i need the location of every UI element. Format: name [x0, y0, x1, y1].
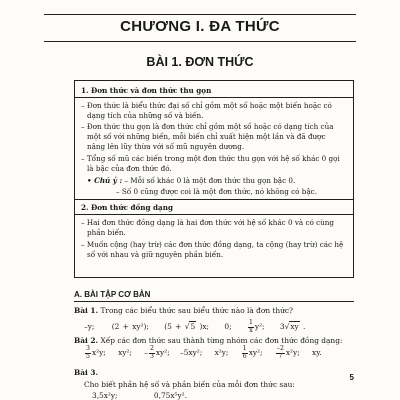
exercise-2-expressions — [84, 346, 322, 360]
ex2-item-1: $\frac{3}{5}$ x²y; — [86, 345, 106, 360]
theory-heading-2: 2. Đơn thức đồng dạng — [81, 203, 173, 212]
theory-p3-line-1: – Hai đơn thức đồng dạng là hai đơn thức với hệ số khác 0 và có cùng — [81, 218, 334, 227]
theory-p1-line-2: dạng tích của những số và biến. — [87, 111, 204, 120]
theory-p4-line-1: – Muốn cộng (hay trừ) các đơn thức đồng dạng, ta cộng (hay trừ) các hệ — [81, 240, 344, 249]
theory-p1-line-1: – Đơn thức là biểu thức đại số chỉ gồm một số hoặc một biến hoặc có — [81, 101, 332, 110]
note-line-2: – Số 0 cũng được coi là một đơn thức, nó không có bậc. — [116, 187, 317, 196]
chapter-title: CHƯƠNG I. ĐA THỨC — [120, 18, 280, 35]
theory-p1-line-5: nâng lên lũy thừa với số mũ nguyên dương. — [87, 142, 245, 151]
ex1-item-1: –y; — [84, 322, 95, 331]
theory-box — [74, 80, 354, 278]
chapter-rule-bottom — [44, 41, 356, 42]
section-a-rule — [74, 301, 354, 302]
ex2-item-8: xy. — [312, 348, 322, 357]
ex2-item-3: – $\frac{2}{3}$ xy²; — [144, 345, 170, 360]
theory-p3-line-2: phần biến. — [87, 228, 126, 237]
ex1-item-2: (2 + xy²); — [111, 322, 149, 331]
exercise-1-text: Trong các biểu thức sau biểu thức nào là đơn thức? — [100, 306, 294, 315]
ex2-item-6: $\frac{1}{6}$ xy²; — [242, 345, 263, 360]
ex3-item-1: 3,5x²y; — [92, 391, 118, 400]
theory-p4-line-2: số với nhau và giữ nguyên phần biến. — [87, 250, 224, 259]
theory-p1-line-4: một số với những biến, mỗi biến chỉ xuất hiện một lần và đã được — [87, 132, 326, 141]
theory-heading-1-rule — [75, 97, 353, 98]
theory-p2-line-1: – Tổng số mũ các biến trong một đơn thức thu gọn với hệ số khác 0 gọi — [81, 154, 340, 163]
exercise-2-label: Bài 2. — [74, 336, 99, 345]
lesson-title: BÀI 1. ĐƠN THỨC — [146, 55, 254, 69]
theory-heading-2-rule-top — [75, 199, 353, 200]
ex1-item-5: $\frac{1}{x}$ y²; — [248, 319, 265, 334]
ex1-item-6: 3√xy . — [279, 322, 306, 331]
theory-p1-line-3: – Đơn thức thu gọn là đơn thức chỉ gồm một số hoặc có dạng tích của — [81, 122, 334, 131]
ex2-item-2: xy²; — [118, 348, 132, 357]
theory-heading-1: 1. Đơn thức và đơn thức thu gọn — [81, 86, 212, 95]
ex2-item-5: x²y; — [214, 348, 229, 357]
page-number: 5 — [349, 373, 354, 382]
theory-p2-line-2: là bậc của đơn thức đó. — [87, 164, 172, 173]
ex1-item-4: 0; — [224, 322, 232, 331]
exercise-1-expressions — [84, 320, 305, 334]
exercise-2-text: Xếp các đơn thức sau thành từng nhóm các đơn thức đồng dạng: — [100, 336, 343, 345]
exercise-2-prompt — [74, 336, 342, 345]
chapter-header — [44, 14, 356, 42]
ex2-item-7: $\frac{-2}{7}$ x²y; — [276, 345, 300, 360]
chapter-rule-top — [44, 14, 356, 15]
note-label: • Chú ý : — [87, 176, 123, 185]
section-a-title: A. BÀI TẬP CƠ BẢN — [74, 290, 151, 299]
theory-heading-2-rule — [75, 214, 353, 215]
exercise-3-text: Cho biết phần hệ số và phần biến của mỗi đơn thức sau: — [84, 380, 295, 389]
ex1-item-3: (5 + √5 )x; — [164, 322, 210, 331]
exercise-1-label: Bài 1. — [74, 306, 99, 315]
exercise-3-label: Bài 3. — [74, 368, 99, 377]
ex2-item-4: –5xy²; — [180, 348, 203, 357]
exercise-1-prompt — [74, 306, 293, 315]
exercise-3-expressions — [92, 391, 187, 400]
note-line-1: – Mỗi số khác 0 là một đơn thức thu gọn bậc 0. — [124, 176, 296, 185]
ex3-item-2: 0,75x⁵y². — [153, 391, 187, 400]
theory-note — [87, 176, 295, 185]
